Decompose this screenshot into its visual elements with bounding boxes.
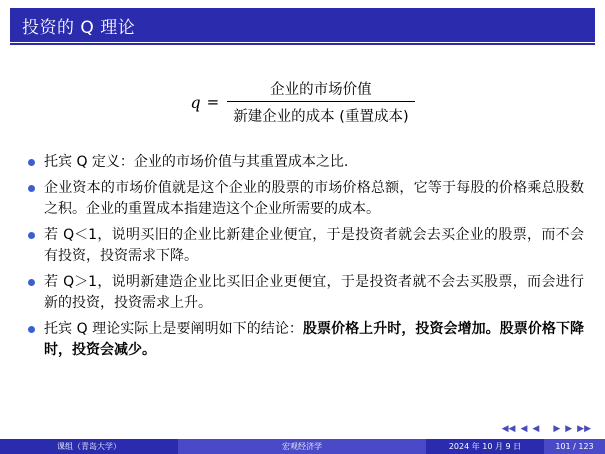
formula-denominator: 新建企业的成本 (重置成本) (233, 109, 409, 125)
bullet-text: 若 Q＜1，说明买旧的企业比新建企业便宜，于是投资者就会去买企业的股票，而不会有投资，投资需求下降。 (44, 227, 584, 264)
bullet-text: 托宾 Q 定义：企业的市场价值与其重置成本之比. (44, 154, 349, 170)
formula-lhs: q (190, 92, 201, 112)
bullet-text-emphasis: 股票价格上升时，投资会增加。股票价格下降时，投资会减少。 (44, 321, 585, 358)
list-item (28, 225, 584, 267)
footer-page-number: 101 / 123 (544, 439, 605, 454)
footer-author: 课组（青岛大学） (0, 439, 178, 454)
bullet-list (28, 152, 584, 366)
list-item (28, 272, 584, 314)
list-item (28, 152, 584, 173)
bullet-dot-icon (28, 326, 35, 333)
title-underline (10, 43, 595, 45)
first-slide-icon[interactable]: ◀◀ (501, 424, 516, 434)
bullet-text: 若 Q＞1，说明新建造企业比买旧企业更便宜，于是投资者就不会去买股票，而会进行新的投资，投资需求上升。 (44, 274, 584, 311)
page-title: 投资的 Q 理论 (22, 17, 136, 38)
bullet-dot-icon (28, 279, 35, 286)
bullet-dot-icon (28, 159, 35, 166)
bullet-dot-icon (28, 232, 35, 239)
formula-fraction (227, 78, 414, 126)
slide-footer (0, 439, 605, 454)
formula-numerator: 企业的市场价值 (270, 82, 372, 98)
bullet-text-plain: 托宾 Q 理论实际上是要阐明如下的结论： (44, 321, 303, 337)
slide-navigation[interactable] (502, 425, 591, 434)
previous-slide-icon[interactable]: ◀ (532, 424, 540, 434)
bullet-dot-icon (28, 185, 35, 192)
last-slide-icon[interactable]: ▶▶ (577, 424, 591, 434)
formula-block (0, 78, 605, 126)
next-section-icon[interactable]: ▶ (565, 424, 573, 434)
list-item (28, 319, 584, 361)
list-item (28, 178, 584, 220)
formula-equals: = (206, 93, 220, 111)
slide-title-bar (10, 8, 595, 42)
footer-title: 宏观经济学 (178, 439, 426, 454)
footer-date: 2024 年 10 月 9 日 (426, 439, 544, 454)
bullet-text (44, 319, 584, 361)
previous-section-icon[interactable]: ◀ (520, 424, 528, 434)
next-slide-icon[interactable]: ▶ (553, 424, 561, 434)
bullet-text: 企业资本的市场价值就是这个企业的股票的市场价格总额，它等于每股的价格乘总股数之积。企业的重置成本指建造这个企业所需要的成本。 (44, 180, 584, 217)
